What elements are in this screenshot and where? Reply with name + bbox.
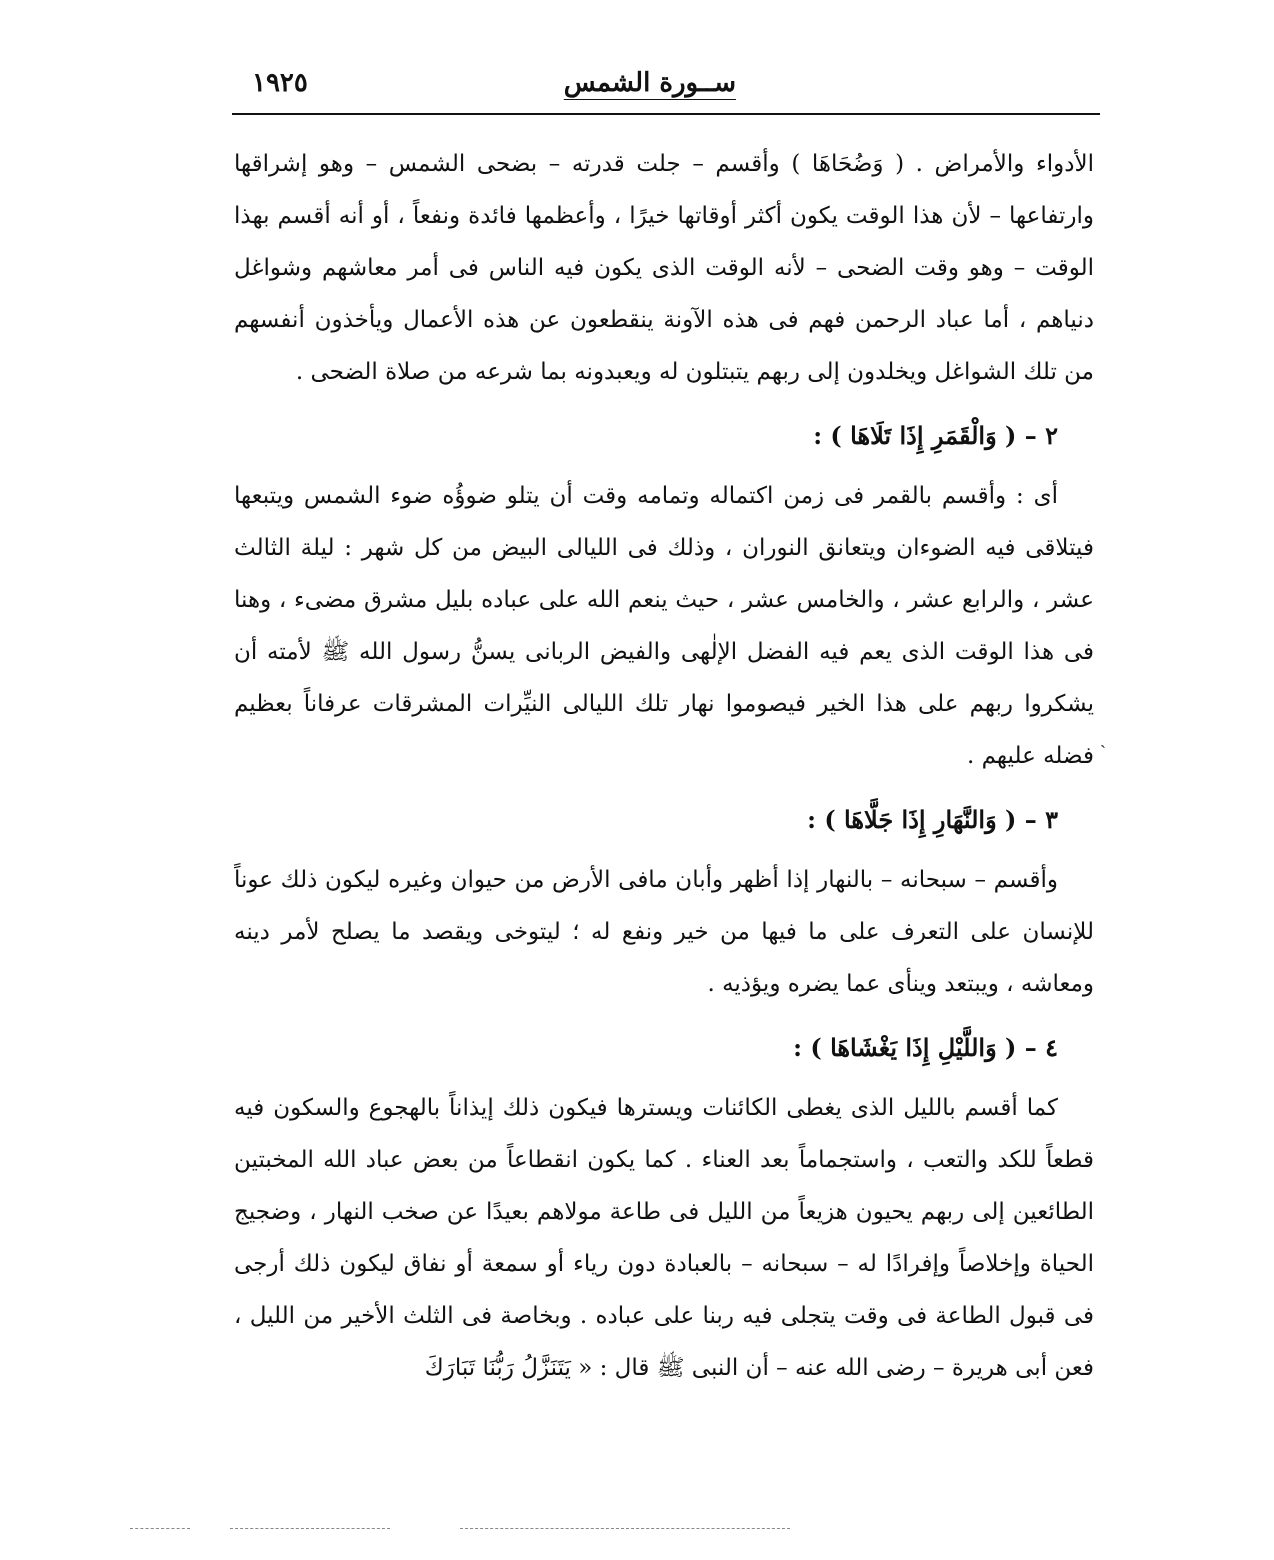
footer-scan-line-left <box>130 1528 190 1529</box>
commentary-paragraph-2: أى : وأقسم بالقمر فى زمن اكتماله وتمامه وقت أن يتلو ضوؤُه ضوء الشمس ويتبعها فيتلاقى فيه الضوءان ويتعانق النوران ، وذلك فى الليالى البيض من كل شهر : ليلة الثالث عشر ، والرابع عشر ، والخامس عشر ، حيث ينعم الله على عباده بليل مشرق مضىء ، وهنا فى هذا الوقت الذى يعم فيه الفضل الإلٰهى والفيض الربانى يسنُّ رسول الله ﷺ لأمته أن يشكروا ربهم على هذا الخير فيصوموا نهار تلك الليالى النيِّرات المشرقات عرفاناً بعظيم فضله عليهم . <box>234 483 1094 769</box>
verse-heading-3: ٣ – ( وَالنَّهَارِ إِذَا جَلَّاهَا ) : <box>807 805 1058 834</box>
page-header <box>232 62 1096 112</box>
footer-scan-line-mid <box>230 1528 390 1529</box>
intro-paragraph: الأدواء والأمراض . ( وَضُحَاهَا ) وأقسم – جلت قدرته – بضحى الشمس – وهو إشراقها وارتفاعها – لأن هذا الوقت يكون أكثر أوقاتها خيرًا ، وأعظمها فائدة ونفعاً ، أو أنه أقسم بهذا الوقت – وهو وقت الضحى – لأنه الوقت الذى يكون فيه الناس فى أمر معاشهم وشواغل دنياهم ، أما عباد الرحمن فهم فى هذه الآونة ينقطعون عن هذه الأعمال ويأخذون أنفسهم من تلك الشواغل ويخلدون إلى ربهم يتبتلون له ويعبدونه بما شرعه من صلاة الضحى . <box>234 151 1094 385</box>
commentary-paragraph-4: كما أقسم بالليل الذى يغطى الكائنات ويسترها فيكون ذلك إيذاناً بالهجوع والسكون فيه قطعاً للكد والتعب ، واستجماماً بعد العناء . كما يكون انقطاعاً من بعض عباد الله المخبتين الطائعين إلى ربهم يحيون هزيعاً من الليل فى طاعة مولاهم بعيدًا عن صخب النهار ، وضجيج الحياة وإخلاصاً وإفرادًا له – سبحانه – بالعبادة دون رياء أو سمعة أو نفاق ليكون ذلك أرجى فى قبول الطاعة فى وقت يتجلى فيه ربنا على عباده . وبخاصة فى الثلث الأخير من الليل ، فعن أبى هريرة – رضى الله عنه – أن النبى ﷺ قال : « يَتَنَزَّلُ رَبُّنَا تَبَارَكَ <box>234 1095 1094 1381</box>
footer-scan-line-right <box>460 1528 790 1529</box>
verse-heading-2: ٢ – ( وَالْقَمَرِ إِذَا تَلَاهَا ) : <box>813 421 1058 450</box>
commentary-paragraph-3: وأقسم – سبحانه – بالنهار إذا أظهر وأبان مافى الأرض من حيوان وغيره ليكون ذلك عوناً للإنسان على التعرف على ما فيها من خير ونفع له ؛ ليتوخى ويقصد ما يصلح لأمر دينه ومعاشه ، ويبتعد وينأى عما يضره ويؤذيه . <box>234 867 1094 997</box>
scan-speck-mark: ˏ <box>1100 728 1106 749</box>
page-number: ١٩٢٥ <box>252 68 308 98</box>
header-divider <box>232 113 1100 115</box>
verse-heading-4: ٤ – ( وَاللَّيْلِ إِذَا يَغْشَاهَا ) : <box>793 1033 1058 1062</box>
page-body <box>234 138 1094 1394</box>
surah-title: ســورة الشمس <box>563 68 736 98</box>
